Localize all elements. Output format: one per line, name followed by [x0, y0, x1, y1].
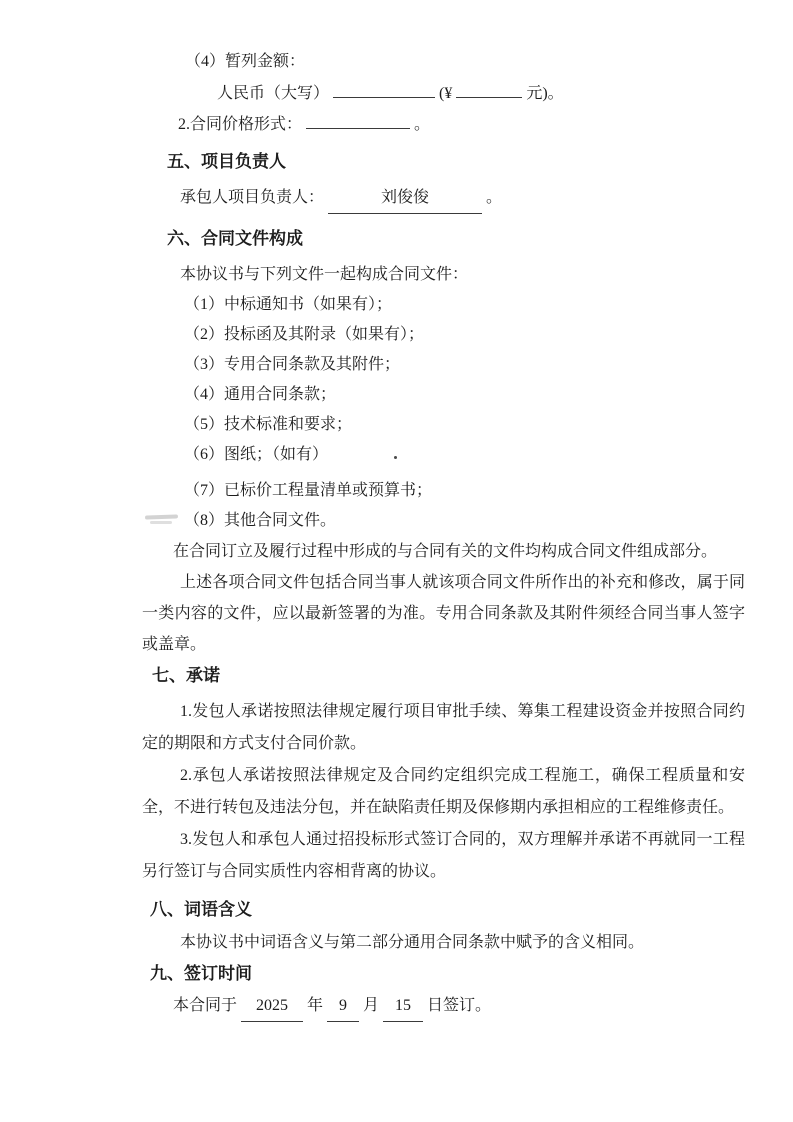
provisional-sum-label: （4）暂列金额：: [185, 53, 306, 70]
contract-price-form-label: 2.合同价格形式：: [178, 116, 303, 133]
signing-month-field: 9: [327, 991, 359, 1022]
section7-heading: 七、承诺: [152, 666, 220, 685]
rmb-numeric-open-paren: (¥: [439, 85, 453, 102]
signing-day-suffix: 日签订。: [427, 997, 492, 1014]
contract-doc-item-3: （3）专用合同条款及其附件；: [184, 356, 401, 373]
contractor-manager-name-field: 刘俊俊: [328, 183, 482, 214]
section6-paragraph-2: 上述各项合同文件包括合同当事人就该项合同文件所作出的补充和修改，属于同一类内容的文件，应以最新签署的为准。专用合同条款及其附件须经合同当事人签字或盖章。: [142, 574, 745, 653]
signing-month-label: 月: [363, 997, 380, 1014]
contract-doc-item-4: （4）通用合同条款；: [184, 386, 337, 403]
contract-doc-item-1: （1）中标通知书（如果有）；: [184, 296, 393, 313]
signing-year-label: 年: [307, 997, 324, 1014]
section9-heading: 九、签订时间: [150, 964, 252, 983]
scan-smudge-artifact: [145, 514, 178, 519]
section7-commitment-2: 2.承包人承诺按照法律规定及合同约定组织完成工程施工，确保工程质量和安全，不进行转包及违法分包，并在缺陷责任期及保修期内承担相应的工程维修责任。: [142, 767, 745, 816]
contract-doc-item-8: （8）其他合同文件。: [184, 512, 337, 529]
section8-heading: 八、词语含义: [150, 900, 252, 919]
section8-body: 本协议书中词语含义与第二部分通用合同条款中赋予的含义相同。: [180, 934, 645, 951]
signing-date-line: [173, 991, 745, 1022]
contract-doc-item-5: （5）技术标准和要求；: [184, 416, 353, 433]
rmb-numeric-close-paren: 元)。: [526, 85, 564, 102]
section6-paragraph-1: 在合同订立及履行过程中形成的与合同有关的文件均构成合同文件组成部分。: [173, 543, 718, 560]
scan-smudge-artifact-2: [150, 521, 172, 524]
signing-year-field: 2025: [241, 991, 303, 1022]
rmb-amount-line: [217, 79, 745, 109]
signing-date-prefix: 本合同于: [173, 997, 238, 1014]
contract-doc-item-2: （2）投标函及其附录（如果有）；: [184, 326, 425, 343]
section7-commitment-1: 1.发包人承诺按照法律规定履行项目审批手续、筹集工程建设资金并按照合同约定的期限和方式支付合同价款。: [142, 703, 745, 752]
contractor-manager-label: 承包人项目负责人：: [180, 189, 325, 206]
section6-intro: 本协议书与下列文件一起构成合同文件：: [180, 266, 469, 283]
contract-price-form-line: [178, 110, 745, 140]
section6-heading: 六、合同文件构成: [167, 229, 303, 248]
contract-doc-item-7: （7）已标价工程量清单或预算书；: [184, 482, 433, 499]
signing-day-field: 15: [383, 991, 423, 1022]
section7-commitment-3: 3.发包人和承包人通过招投标形式签订合同的，双方理解并承诺不再就同一工程另行签订与合同实质性内容相背离的协议。: [142, 831, 745, 880]
contract-price-form-blank-field: [306, 113, 410, 129]
scan-speck-artifact: [394, 456, 397, 459]
contractor-manager-period: 。: [486, 189, 503, 206]
rmb-capital-blank-field: [333, 82, 435, 98]
rmb-numeric-blank-field: [456, 82, 522, 98]
section5-heading: 五、项目负责人: [167, 152, 286, 171]
contract-price-form-period: 。: [414, 116, 431, 133]
rmb-capital-prefix: 人民币（大写）: [217, 85, 330, 102]
contractor-manager-line: [180, 183, 745, 214]
contract-doc-item-6: （6）图纸；（如有）: [184, 446, 329, 463]
